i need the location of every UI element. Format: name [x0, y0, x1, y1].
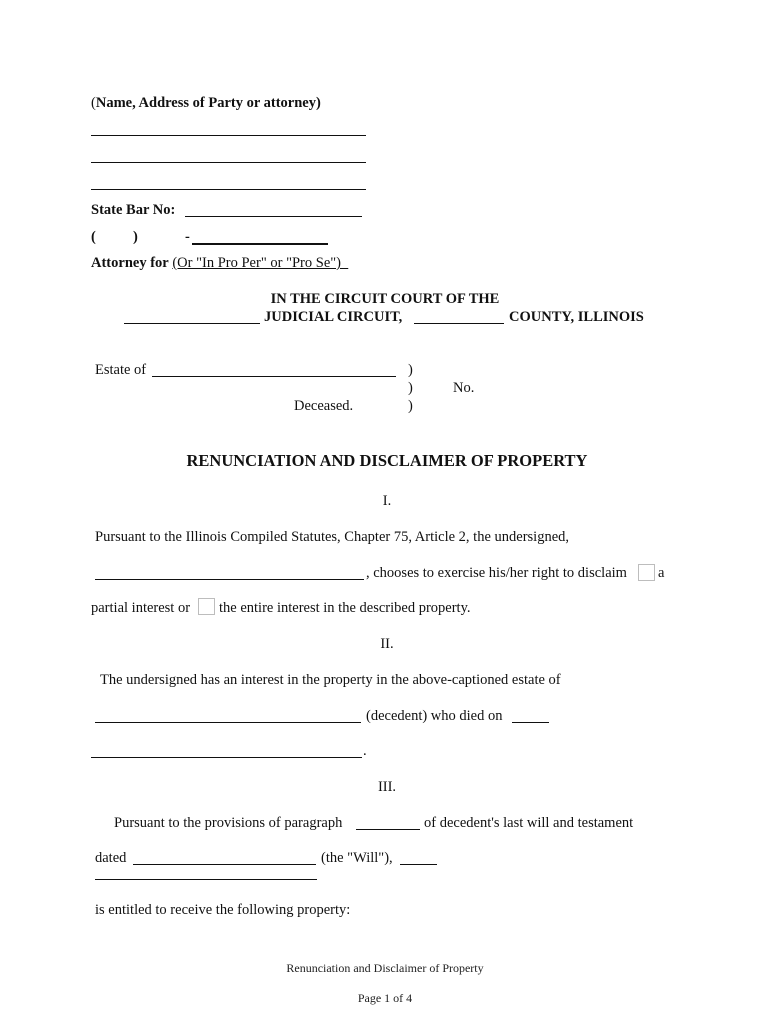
county-name-field[interactable]: [414, 323, 504, 324]
paragraph-3-entitled: is entitled to receive the following property:: [95, 902, 351, 918]
document-title: RENUNCIATION AND DISCLAIMER OF PROPERTY: [186, 451, 588, 470]
state-bar-label: State Bar No:: [91, 202, 176, 218]
beneficiary-field-1[interactable]: [400, 864, 437, 865]
party-info-heading: (Name, Address of Party or attorney): [91, 95, 321, 111]
phone-paren-close: ): [133, 229, 138, 245]
case-number-label: No.: [453, 380, 475, 396]
judicial-circuit-label: JUDICIAL CIRCUIT,: [264, 309, 403, 325]
estate-name-field[interactable]: [152, 376, 396, 377]
footer-title: Renunciation and Disclaimer of Property: [286, 961, 484, 975]
county-label: COUNTY, ILLINOIS: [509, 309, 644, 325]
paragraph-1-line-3-end: the entire interest in the described property.: [219, 600, 471, 616]
paragraph-2-line-1: The undersigned has an interest in the property in the above-captioned estate of: [100, 672, 561, 688]
party-line-1[interactable]: [91, 135, 366, 136]
phone-field[interactable]: [192, 243, 328, 245]
paragraph-1-line-2: , chooses to exercise his/her right to disclaim: [366, 565, 627, 581]
beneficiary-field-2[interactable]: [95, 879, 317, 880]
paragraph-3-line-1-end: of decedent's last will and testament: [424, 815, 634, 831]
party-line-2[interactable]: [91, 162, 366, 163]
section-3-heading: III.: [377, 779, 397, 795]
will-label: (the "Will"),: [321, 850, 393, 866]
section-2-heading: II.: [380, 636, 394, 652]
deceased-label: Deceased.: [294, 398, 354, 414]
page-number: Page 1 of 4: [357, 991, 413, 1005]
court-line-1: IN THE CIRCUIT COURT OF THE: [270, 291, 500, 307]
caption-paren-2: ): [408, 380, 413, 396]
undersigned-name-field[interactable]: [95, 579, 364, 580]
party-line-3[interactable]: [91, 189, 366, 190]
phone-dash: -: [185, 229, 190, 245]
phone-paren-open: (: [91, 229, 96, 245]
paragraph-number-field[interactable]: [356, 829, 420, 830]
attorney-for-value: (Or "In Pro Per" or "Pro Se"): [172, 255, 341, 271]
section-1-heading: I.: [382, 493, 392, 509]
attorney-for: Attorney for (Or "In Pro Per" or "Pro Se"): [91, 255, 341, 271]
paragraph-3-line-1-start: Pursuant to the provisions of paragraph: [114, 815, 343, 831]
state-bar-field[interactable]: [185, 216, 362, 217]
caption-paren-1: ): [408, 362, 413, 378]
entire-interest-checkbox[interactable]: [198, 598, 215, 615]
caption-paren-3: ): [408, 398, 413, 414]
paragraph-1-line-3-start: partial interest or: [91, 600, 191, 616]
paragraph-1-line-1: Pursuant to the Illinois Compiled Statutes, Chapter 75, Article 2, the undersigned,: [95, 529, 570, 545]
death-date-field-2[interactable]: [91, 757, 362, 758]
will-date-field[interactable]: [133, 864, 316, 865]
circuit-number-field[interactable]: [124, 323, 260, 324]
estate-of-label: Estate of: [95, 362, 147, 378]
paragraph-2-period: .: [363, 743, 367, 759]
paragraph-1-line-2-end: a: [658, 565, 665, 581]
partial-interest-checkbox[interactable]: [638, 564, 655, 581]
death-date-field-1[interactable]: [512, 722, 549, 723]
paragraph-2-line-2: (decedent) who died on: [366, 708, 503, 724]
decedent-name-field[interactable]: [95, 722, 361, 723]
dated-label: dated: [95, 850, 127, 866]
